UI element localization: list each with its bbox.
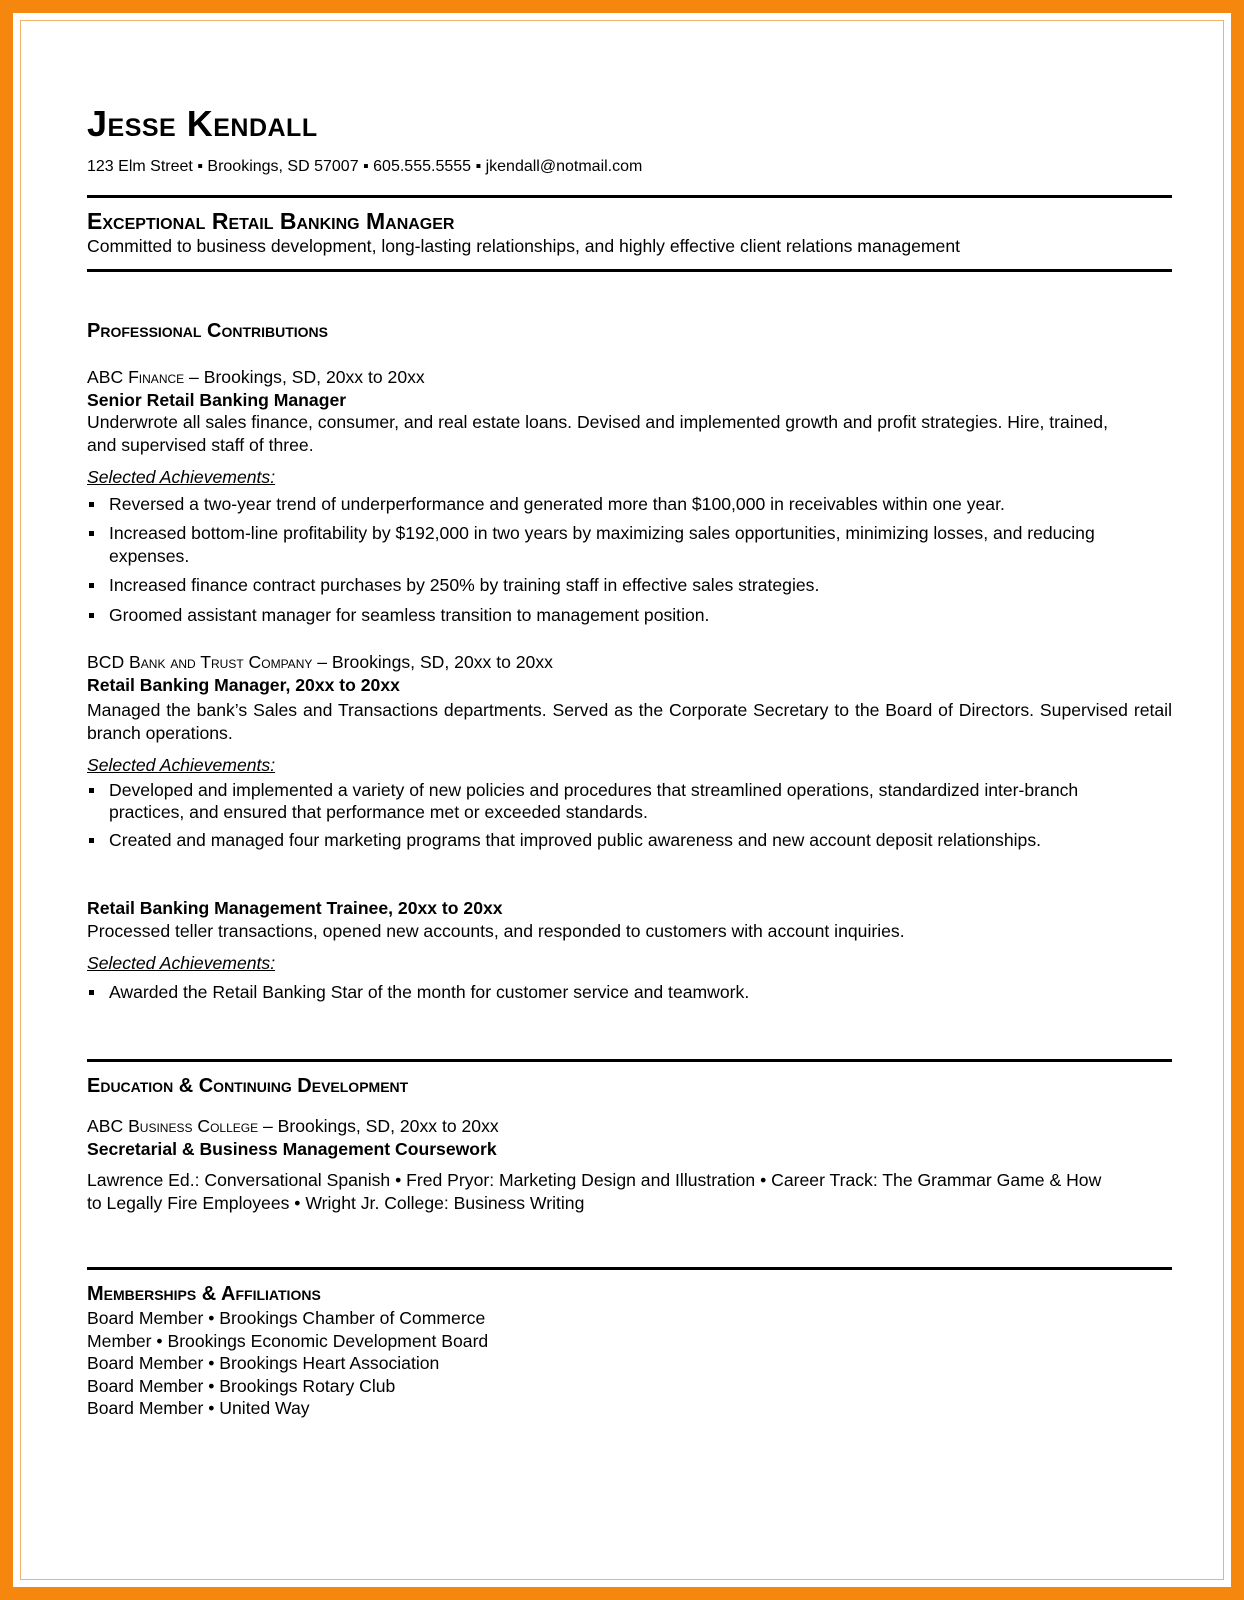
job-location: – Brookings, SD, 20xx to 20xx	[312, 652, 553, 672]
achievements-label: Selected Achievements:	[87, 467, 276, 487]
education-org-line	[87, 1115, 1172, 1138]
achievement-item: Increased finance contract purchases by 250% by training staff in effective sales strategies.	[87, 574, 1172, 597]
achievements-label: Selected Achievements:	[87, 953, 276, 973]
job-role: Retail Banking Management Trainee, 20xx to 20xx	[87, 898, 503, 918]
achievement-item: Developed and implemented a variety of new policies and procedures that streamlined operations, standardized inter-branch practices, and ensured that performance met or exceeded standards.	[87, 779, 1147, 824]
job-entry	[87, 651, 1172, 851]
membership-item: Board Member • Brookings Heart Association	[87, 1353, 440, 1373]
membership-item: Member • Brookings Economic Development Board	[87, 1330, 489, 1351]
membership-item: Board Member • United Way	[87, 1398, 310, 1418]
memberships-section	[87, 1281, 1172, 1420]
job-description: Processed teller transactions, opened new accounts, and responded to customers with account inquiries.	[87, 920, 905, 941]
headline-subtitle: Committed to business development, long-lasting relationships, and highly effective client relations management	[87, 236, 961, 256]
education-location: – Brookings, SD, 20xx to 20xx	[258, 1116, 499, 1136]
job-role: Senior Retail Banking Manager	[87, 389, 347, 410]
achievement-item: Reversed a two-year trend of underperformance and generated more than $100,000 in receivables within one year.	[87, 493, 1172, 516]
job-org: ABC Finance	[87, 367, 185, 387]
section-title-memberships: Memberships & Affiliations	[87, 1283, 321, 1305]
achievement-item: Created and managed four marketing programs that improved public awareness and new account deposit relationships.	[87, 829, 1069, 852]
job-description: Underwrote all sales finance, consumer, and real estate loans. Devised and implemented growth and profit strategies. Hire, trained, and supervised staff of three.	[87, 412, 1108, 455]
divider	[87, 1059, 1172, 1062]
education-courses: Lawrence Ed.: Conversational Spanish • Fred Pryor: Marketing Design and Illustration • Career Track: The Grammar Game & How to Legally Fire Employees • Wright Jr. College: Business Writing	[87, 1170, 1102, 1213]
section-title-education: Education & Continuing Development	[87, 1075, 409, 1097]
membership-item: Board Member • Brookings Rotary Club	[87, 1375, 396, 1396]
headline-title: Exceptional Retail Banking Manager	[87, 208, 455, 234]
education-program: Secretarial & Business Management Coursework	[87, 1138, 497, 1159]
job-description: Managed the bank’s Sales and Transactions departments. Served as the Corporate Secretary to the Board of Directors. Supervised retail branch operations.	[87, 700, 1172, 743]
job-org: BCD Bank and Trust Company	[87, 652, 313, 672]
membership-item: Board Member • Brookings Chamber of Commerce	[87, 1308, 486, 1328]
divider	[87, 269, 1172, 272]
achievements-label: Selected Achievements:	[87, 755, 276, 775]
job-role: Retail Banking Manager, 20xx to 20xx	[87, 674, 400, 695]
job-org-line	[87, 651, 1172, 674]
job-entry	[87, 897, 1172, 1003]
contact-line: 123 Elm Street ▪ Brookings, SD 57007 ▪ 605.555.5555 ▪ jkendall@notmail.com	[87, 158, 643, 175]
education-section	[87, 1073, 1172, 1214]
education-org: ABC Business College	[87, 1116, 259, 1136]
job-org-line	[87, 366, 1172, 389]
job-location: – Brookings, SD, 20xx to 20xx	[184, 367, 425, 387]
achievement-item: Groomed assistant manager for seamless transition to management position.	[87, 604, 1172, 627]
candidate-name: Jesse Kendall	[87, 103, 318, 144]
job-entry	[87, 366, 1172, 626]
divider	[87, 1267, 1172, 1270]
achievement-item: Increased bottom-line profitability by $192,000 in two years by maximizing sales opportunities, minimizing losses, and reducing expenses.	[87, 522, 1172, 567]
section-title-contributions: Professional Contributions	[87, 320, 329, 342]
divider	[87, 195, 1172, 198]
achievement-item: Awarded the Retail Banking Star of the month for customer service and teamwork.	[87, 981, 1172, 1004]
